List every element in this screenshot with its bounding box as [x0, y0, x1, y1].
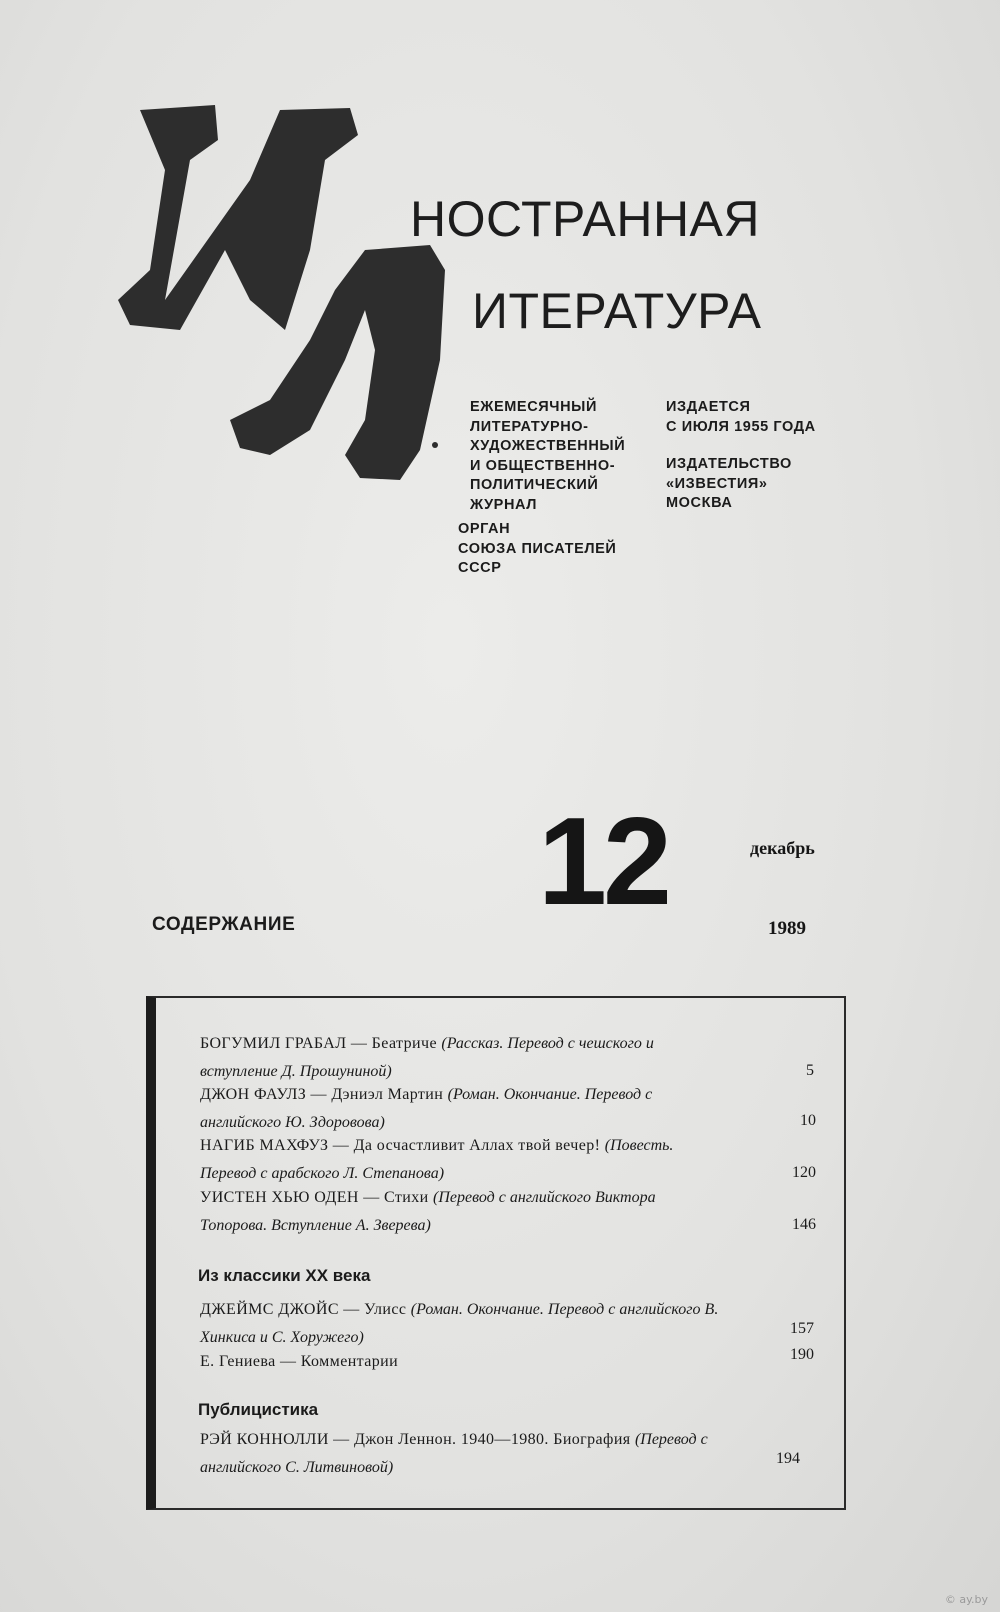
toc-page-number: 120	[792, 1164, 816, 1181]
toc-page-number: 10	[800, 1112, 816, 1129]
toc-entry-desc: (Перевод с английского Виктора Топорова. Вступление А. Зверева)	[200, 1189, 656, 1234]
toc-entry	[200, 1426, 720, 1482]
toc-entry	[200, 1184, 720, 1240]
toc-entry-title: РЭЙ КОННОЛЛИ — Джон Леннон. 1940—1980. Биография	[200, 1431, 635, 1448]
published-since: ИЗДАЕТСЯ С ИЮЛЯ 1955 ГОДА	[666, 399, 816, 435]
toc-page-number: 5	[806, 1062, 814, 1079]
toc-entry-desc: (Повесть. Перевод с арабского Л. Степанова)	[200, 1137, 674, 1182]
toc-entry-desc: (Рассказ. Перевод с чешского и вступление Д. Прошуниной)	[200, 1035, 654, 1080]
issue-month: декабрь	[750, 838, 815, 858]
toc-entry-title: ДЖЕЙМС ДЖОЙС — Улисс	[200, 1301, 411, 1318]
toc-page-number: 157	[790, 1320, 814, 1337]
toc-entry	[200, 1030, 720, 1086]
title-line-1: НОСТРАННАЯ	[410, 191, 761, 247]
magazine-logo	[110, 100, 480, 500]
toc-entry	[200, 1296, 720, 1352]
journal-description: ЕЖЕМЕСЯЧНЫЙ ЛИТЕРАТУРНО- ХУДОЖЕСТВЕННЫЙ И ОБЩЕСТВЕННО- ПОЛИТИЧЕСКИЙ ЖУРНАЛ	[470, 399, 626, 513]
publisher-info: ИЗДАТЕЛЬСТВО «ИЗВЕСТИЯ» МОСКВА	[666, 456, 792, 511]
contents-heading: СОДЕРЖАНИЕ	[152, 914, 296, 935]
section-title-publicism: Публицистика	[198, 1400, 319, 1419]
watermark: © ay.by	[944, 1593, 988, 1606]
issue-number: 12	[538, 793, 668, 931]
toc-entry-desc: (Роман. Окончание. Перевод с английского Ю. Здоровова)	[200, 1086, 653, 1131]
toc-entry-title: НАГИБ МАХФУЗ — Да осчастливит Аллах твой вечер!	[200, 1137, 605, 1154]
title-line-2: ИТЕРАТУРА	[472, 283, 762, 339]
section-title-classics: Из классики XX века	[198, 1266, 371, 1285]
logo-brush-letters	[110, 100, 480, 500]
toc-entry	[200, 1081, 720, 1137]
table-of-contents	[146, 996, 846, 1510]
toc-entry	[200, 1348, 720, 1376]
toc-entry-title: ДЖОН ФАУЛЗ — Дэниэл Мартин	[200, 1086, 448, 1103]
toc-entry	[200, 1132, 720, 1188]
toc-entry-title: БОГУМИЛ ГРАБАЛ — Беатриче	[200, 1035, 442, 1052]
toc-entry-title: УИСТЕН ХЬЮ ОДЕН — Стихи	[200, 1189, 434, 1206]
toc-page-number: 146	[792, 1216, 816, 1233]
issue-year: 1989	[768, 918, 806, 939]
toc-entry-desc: (Роман. Окончание. Перевод с английского В. Хинкиса и С. Хоружего)	[200, 1301, 719, 1346]
toc-entry-desc: (Перевод с английского С. Литвиновой)	[200, 1431, 708, 1476]
toc-page-number: 194	[776, 1450, 800, 1467]
toc-page-number: 190	[790, 1346, 814, 1363]
journal-organ: ОРГАН СОЮЗА ПИСАТЕЛЕЙ СССР	[458, 521, 617, 576]
toc-entry-title: Е. Гениева — Комментарии	[200, 1353, 399, 1370]
